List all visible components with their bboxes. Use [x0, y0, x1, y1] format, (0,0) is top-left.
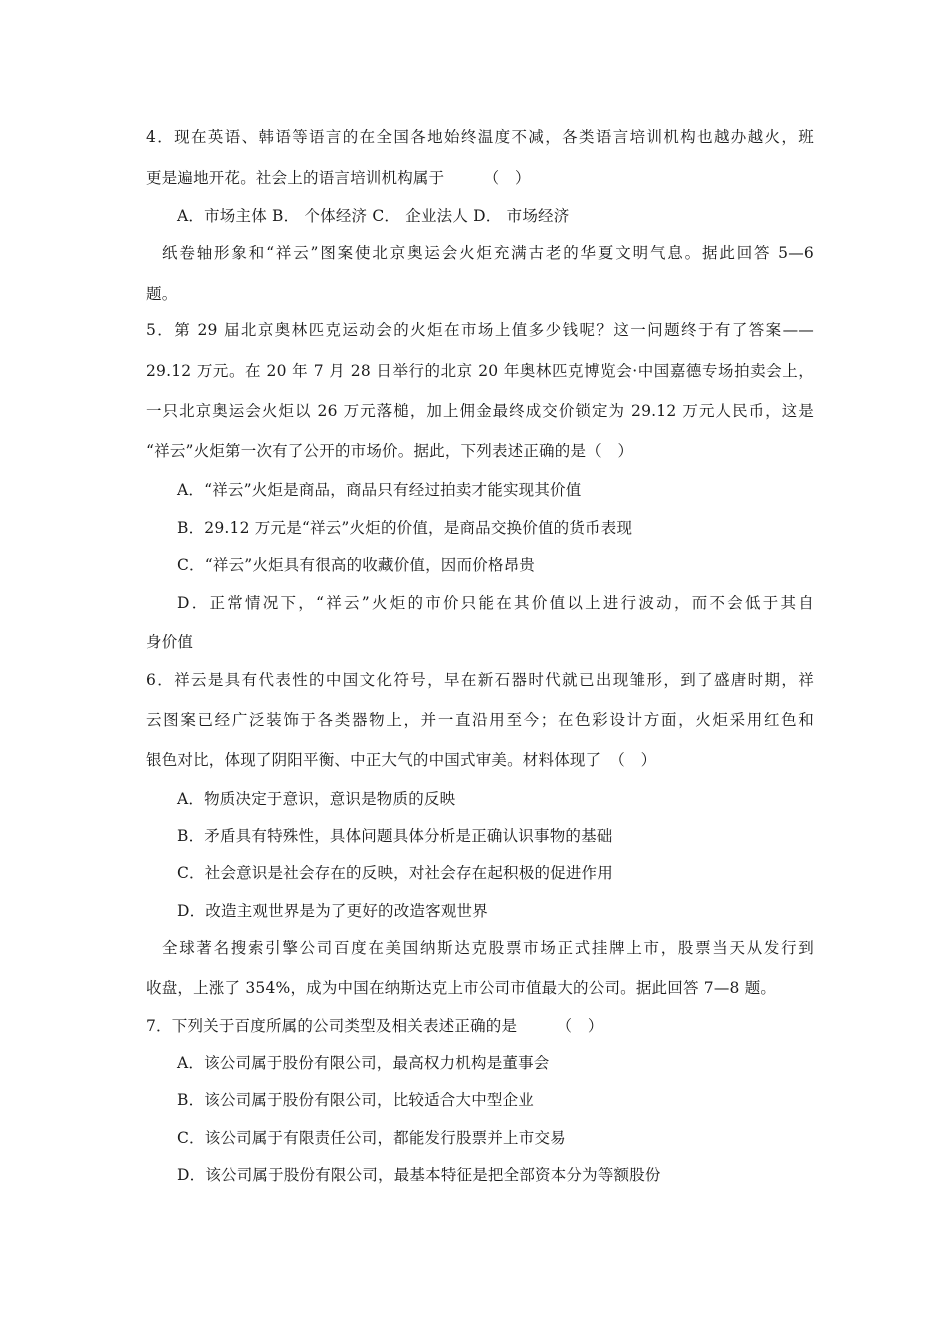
- question-5-line-3: 一只北京奥运会火炬以 26 万元落槌，加上佣金最终成交价锁定为 29.12 万元人民币，这是: [146, 402, 814, 420]
- question-6-option-c: C．社会意识是社会存在的反映，对社会存在起积极的促进作用: [177, 864, 613, 882]
- material-7-8-line-1: 全球著名搜索引擎公司百度在美国纳斯达克股票市场正式挂牌上市，股票当天从发行到: [162, 939, 814, 957]
- question-5-option-a: A．“祥云”火炬是商品，商品只有经过拍卖才能实现其价值: [177, 481, 582, 499]
- question-5-line-2: 29.12 万元。在 20 年 7 月 28 日举行的北京 20 年奥林匹克博览会·中国嘉德专场拍卖会上，: [146, 362, 814, 380]
- question-5-option-d-line-1: D．正常情况下，“祥云”火炬的市价只能在其价值以上进行波动，而不会低于其自: [177, 594, 814, 612]
- question-7-option-b: B．该公司属于股份有限公司，比较适合大中型企业: [177, 1091, 534, 1109]
- material-5-6-line-2: 题。: [146, 285, 178, 303]
- question-5-option-b: B．29.12 万元是“祥云”火炬的价值，是商品交换价值的货币表现: [177, 519, 633, 537]
- question-7-stem: 7．下列关于百度所属的公司类型及相关表述正确的是 （ ）: [146, 1017, 604, 1035]
- question-6-line-1: 6．祥云是具有代表性的中国文化符号，早在新石器时代就已出现雏形，到了盛唐时期，祥: [146, 671, 814, 689]
- question-4-line-1: 4．现在英语、韩语等语言的在全国各地始终温度不减，各类语言培训机构也越办越火，班: [146, 128, 814, 146]
- question-6-option-b: B．矛盾具有特殊性，具体问题具体分析是正确认识事物的基础: [177, 827, 613, 845]
- question-5-line-4: “祥云”火炬第一次有了公开的市场价。据此，下列表述正确的是（ ）: [146, 442, 634, 460]
- question-6-line-2: 云图案已经广泛装饰于各类器物上，并一直沿用至今；在色彩设计方面，火炬采用红色和: [146, 711, 814, 729]
- question-4-line-2: 更是遍地开花。社会上的语言培训机构属于 （ ）: [146, 169, 531, 187]
- question-6-option-a: A．物质决定于意识，意识是物质的反映: [177, 790, 456, 808]
- question-6-line-3: 银色对比，体现了阴阳平衡、中正大气的中国式审美。材料体现了 （ ）: [146, 751, 657, 769]
- question-6-option-d: D．改造主观世界是为了更好的改造客观世界: [177, 902, 488, 920]
- question-7-option-d: D．该公司属于股份有限公司，最基本特征是把全部资本分为等额股份: [177, 1166, 661, 1184]
- question-7-option-a: A．该公司属于股份有限公司，最高权力机构是董事会: [177, 1054, 550, 1072]
- question-5-line-1: 5．第 29 届北京奥林匹克运动会的火炬在市场上值多少钱呢？这一问题终于有了答案——: [146, 321, 814, 339]
- material-7-8-line-2: 收盘，上涨了 354%，成为中国在纳斯达克上市公司市值最大的公司。据此回答 7—8 题。: [146, 979, 777, 997]
- material-5-6-line-1: 纸卷轴形象和“祥云”图案使北京奥运会火炬充满古老的华夏文明气息。据此回答 5—6: [162, 244, 814, 262]
- question-4-options: A．市场主体 B． 个体经济 C． 企业法人 D． 市场经济: [177, 207, 570, 225]
- question-7-option-c: C．该公司属于有限责任公司，都能发行股票并上市交易: [177, 1129, 566, 1147]
- question-5-option-d-line-2: 身价值: [146, 633, 194, 651]
- question-5-option-c: C．“祥云”火炬具有很高的收藏价值，因而价格昂贵: [177, 556, 536, 574]
